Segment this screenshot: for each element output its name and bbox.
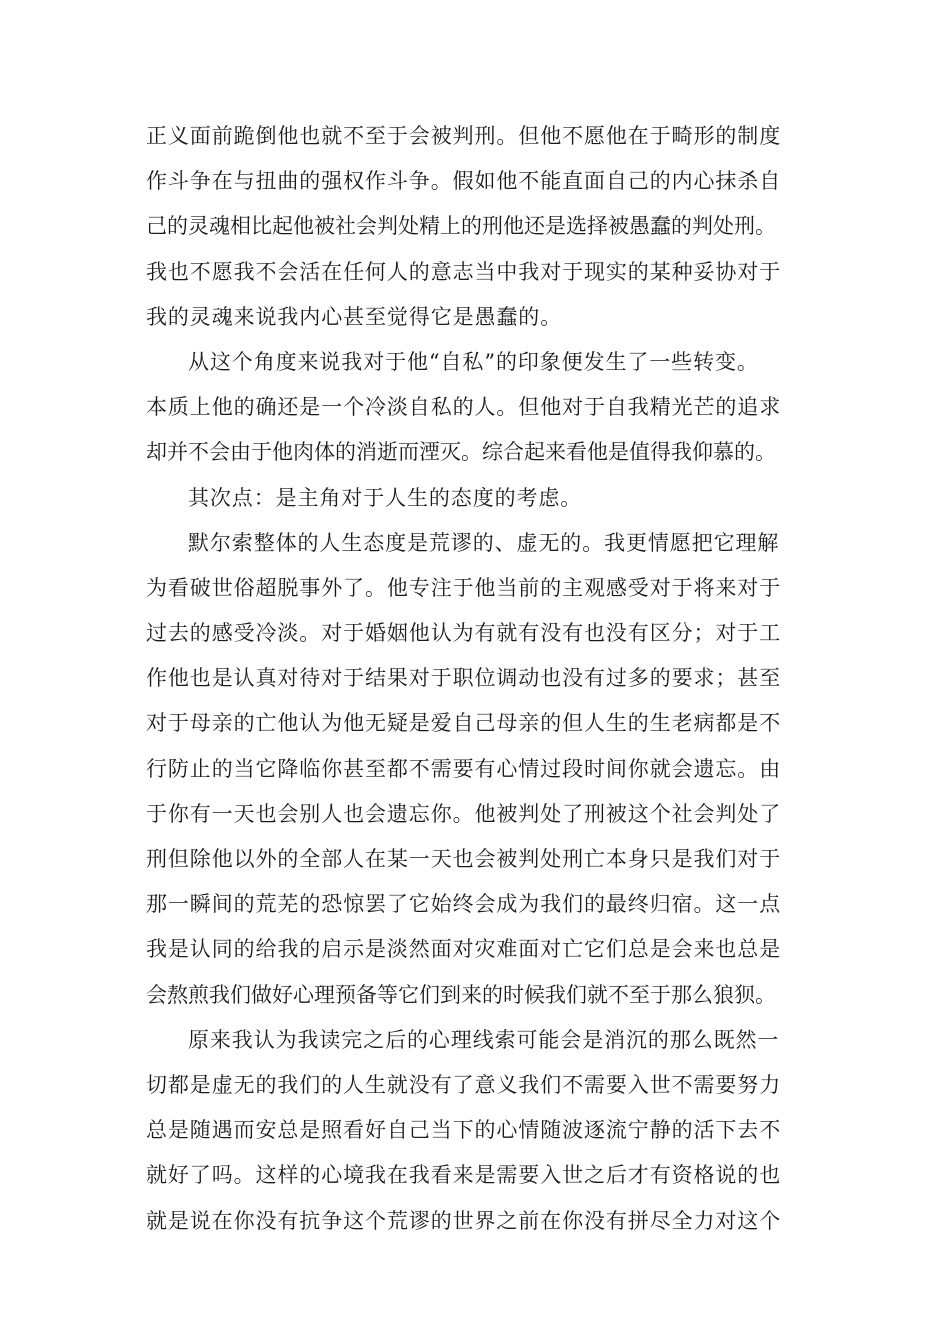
text-line: 正义面前跪倒他也就不至于会被判刑。但他不愿他在于畸形的制度 (146, 124, 782, 148)
text-line: 刑但除他以外的全部人在某一天也会被判处刑亡本身只是我们对于 (146, 847, 782, 871)
text-line: 那一瞬间的荒芜的恐惊罢了它始终会成为我们的最终归宿。这一点 (146, 892, 782, 917)
text-line: 却并不会由于他肉体的消逝而湮灭。综合起来看他是值得我仰慕的。 (146, 440, 776, 465)
text-line: 就是说在你没有抗争这个荒谬的世界之前在你没有拼尽全力对这个 (146, 1208, 782, 1233)
paragraph-start-line: 其次点：是主角对于人生的态度的考虑。 (188, 485, 583, 510)
text-line: 我是认同的给我的启示是淡然面对灾难面对亡它们总是会来也总是 (146, 937, 782, 962)
text-line: 作他也是认真对待对于结果对于职位调动也没有过多的要求；甚至 (146, 666, 782, 691)
text-line: 本质上他的确还是一个冷淡自私的人。但他对于自我精光芒的追求 (146, 395, 782, 420)
paragraph-start-line: 从这个角度来说我对于他“自私”的印象便发生了一些转变。 (188, 349, 759, 374)
text-line: 我的灵魂来说我内心甚至觉得它是愚蠢的。 (146, 304, 563, 329)
paragraph-start-line: 默尔索整体的人生态度是荒谬的、虚无的。我更情愿把它理解 (188, 530, 780, 555)
text-line: 总是随遇而安总是照看好自己当下的心情随波逐流宁静的活下去不 (146, 1118, 782, 1143)
text-line: 就好了吗。这样的心境我在我看来是需要入世之后才有资格说的也 (146, 1163, 782, 1188)
paragraph-start-line: 原来我认为我读完之后的心理线索可能会是消沉的那么既然一 (188, 1027, 780, 1052)
text-line: 行防止的当它降临你甚至都不需要有心情过段时间你就会遗忘。由 (146, 756, 782, 781)
text-line: 我也不愿我不会活在任何人的意志当中我对于现实的某种妥协对于 (146, 259, 782, 284)
text-line: 己的灵魂相比起他被社会判处精上的刑他还是选择被愚蠢的判处刑。 (146, 214, 776, 239)
text-line: 切都是虚无的我们的人生就没有了意义我们不需要入世不需要努力 (146, 1072, 782, 1097)
text-line: 对于母亲的亡他认为他无疑是爱自己母亲的但人生的生老病都是不 (146, 711, 782, 736)
text-line: 为看破世俗超脱事外了。他专注于他当前的主观感受对于将来对于 (146, 575, 782, 600)
text-line: 作斗争在与扭曲的强权作斗争。假如他不能直面自己的内心抹杀自 (146, 169, 782, 194)
text-line: 会熬煎我们做好心理预备等它们到来的时候我们就不至于那么狼狈。 (146, 982, 776, 1007)
body-text (146, 114, 826, 1244)
text-line: 于你有一天也会别人也会遗忘你。他被判处了刑被这个社会判处了 (146, 801, 782, 826)
text-line: 过去的感受冷淡。对于婚姻他认为有就有没有也没有区分；对于工 (146, 621, 782, 646)
